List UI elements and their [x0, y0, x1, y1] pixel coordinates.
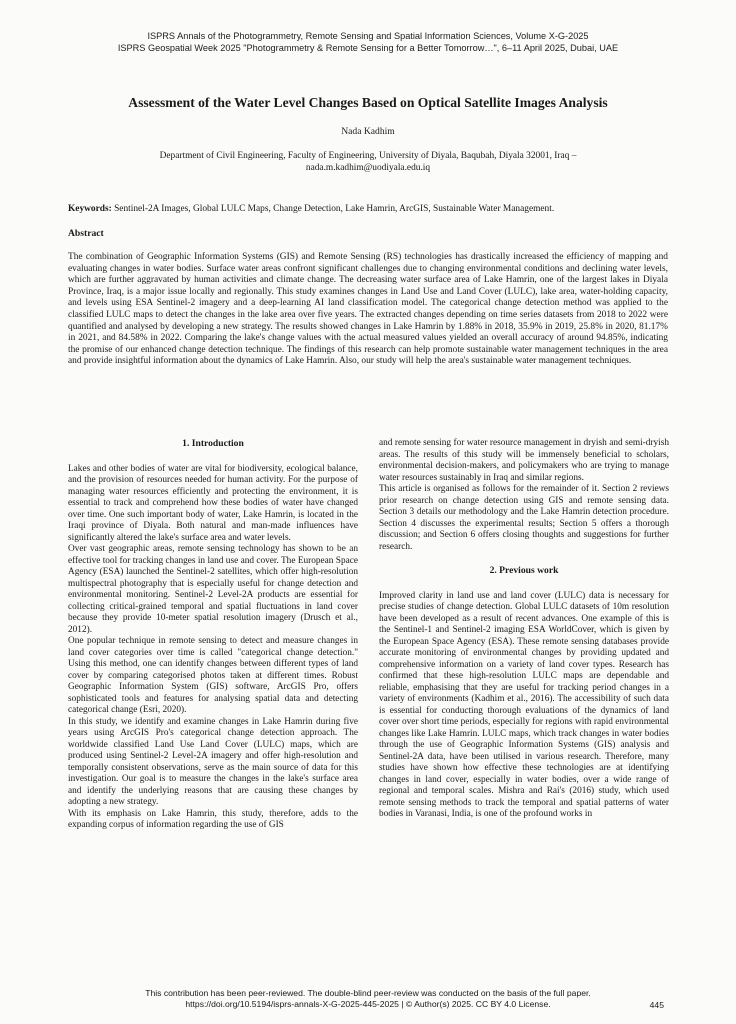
right-column — [379, 438, 669, 821]
paragraph: This article is organised as follows for the remainder of it. Section 2 reviews prior research on change detection using GIS and remote sensing data. Section 3 details our methodology and the Lake Hamrin detection procedure. Section 4 discusses the experimental results; Section 5 offers a thorough discussion; and Section 6 offers closing thoughts and suggestions for further research. — [379, 484, 669, 552]
paragraph: One popular technique in remote sensing to detect and measure changes in land cover categories over time is called "categorical change detection." Using this method, one can identify changes between different types of land cover by comparing categorised photos taken at different times. Robust Geographic Information System (GIS) software, ArcGIS Pro, offers sophisticated tools and features for analysing spatial data and detecting categorical change (Esri, 2020). — [68, 636, 358, 715]
author-name: Nada Kadhim — [341, 126, 395, 137]
keywords-label: Keywords: — [68, 204, 112, 214]
paragraph: In this study, we identify and examine changes in Lake Hamrin during five years using ArcGIS Pro's categorical change detection approach. The worldwide classified Land Use Land Cover (LULC) maps, which are produced using Sentinel-2 Level-2A imagery and offer high-resolution and temporally consistent observations, serve as the main source of data for this investigation. Our goal is to measure the changes in the lake's surface area and identify the underlying reasons that are causing these changes by adopting a new strategy. — [68, 716, 358, 807]
paragraph: and remote sensing for water resource management in dryish and semi-dryish areas. The results of this study will be immensely beneficial to scholars, environmental decision-makers, and policymakers who are trying to manage water resources sustainably in Iraq and similar regions. — [379, 438, 669, 483]
section-heading-previous-work: 2. Previous work — [489, 565, 559, 576]
page-footer — [0, 988, 736, 1010]
paragraph: Over vast geographic areas, remote sensing technology has shown to be an effective tool for tracking changes in land use and cover. The European Space Agency (ESA) launched the Sentinel-2 satellites, which offer high-resolution multispectral photography that is especially useful for change detection and environmental monitoring. Sentinel-2 Level-2A products are essential for collecting critical-grained temporal and spatial fluctuations in land cover because they provide 10-meter spatial resolution imagery (Drusch et al., 2012). — [68, 544, 358, 635]
author-email: nada.m.kadhim@uodiyala.edu.iq — [305, 163, 431, 173]
affiliation-text: Department of Civil Engineering, Faculty of Engineering, University of Diyala, Baqubah, Diyala 32001, Iraq – — [159, 151, 577, 161]
running-header — [0, 30, 736, 54]
keywords-text: Sentinel-2A Images, Global LULC Maps, Change Detection, Lake Hamrin, ArcGIS, Sustainable Water Management. — [114, 204, 555, 214]
affiliation — [80, 150, 656, 174]
header-line-1: ISPRS Annals of the Photogrammetry, Remote Sensing and Spatial Information Sciences, Volume X-G-2025 — [147, 31, 589, 41]
paragraph: Lakes and other bodies of water are vital for biodiversity, ecological balance, and the provision of resources needed for human activity. For the purpose of managing water resources efficiently and protecting the environment, it is essential to track and comprehend how these bodies of water have changed over time. One such important body of water, Lake Hamrin, is located in the Iraqi province of Diyala. Both natural and man-made influences have significantly altered the lake's surface area and water levels. — [68, 463, 358, 543]
abstract-text: The combination of Geographic Information Systems (GIS) and Remote Sensing (RS) technologies has drastically increased the efficiency of mapping and evaluating changes in water bodies. Surface water areas confront significant challenges due to changing environmental conditions and declining water levels, which are further aggravated by human activities and climate change. The decreasing water surface area of Lake Hamrin, one of the largest lakes in Diyala Province, Iraq, is a major issue locally and regionally. This study examines changes in Land Use and Land Cover (LULC), lake area, water-holding capacity, and levels using ESA Sentinel-2 imagery and a deep-learning AI land classification model. The categorical change detection method was applied to the classified LULC maps to detect the changes in the lake area over five years. The extracted changes depending on time series datasets from 2018 to 2022 were quantified and analysed by developing a new strategy. The results showed changes in Lake Hamrin by 1.88% in 2018, 35.9% in 2019, 25.8% in 2020, 81.17% in 2021, and 84.58% in 2022. Comparing the lake's change values with the actual measured values yielded an overall accuracy of around 94.85%, indicating the promise of our enhanced change detection technique. The findings of this research can help promote sustainable water management techniques in the area and provide insightful information about the dynamics of Lake Hamrin. Also, our study will help the area's sustainable water management techniques. — [68, 252, 668, 367]
paragraph: Improved clarity in land use and land cover (LULC) data is necessary for precise studies of change detection. Global LULC datasets of 10m resolution have been developed as a result of recent advances. One example of this is the Sentinel-1 and Sentinel-2 imaging ESA WorldCover, which is given by the European Space Agency (ESA). These remote sensing databases provide accurate monitoring of environmental changes by providing updated and comprehensive information on a variety of land cover types. Research has confirmed that these high-resolution LULC maps are dependable and reliable, emphasising that they are useful for tracking period changes in a variety of environments (Kadhim et al., 2016). The accessibility of such data is essential for conducting thorough evaluations of the dynamics of land cover over short time periods, especially for regions with rapid environmental changes like Lake Hamrin. LULC maps, which track changes in water bodies through the use of Geographic Information Systems (GIS) analysis and Sentinel-2A data, have been utilised in various research. Therefore, many studies have shown how effective these technologies are at identifying changes in land cover, especially in water bodies, over a wide range of regional and temporal scales. Mishra and Rai's (2016) study, which used remote sensing methods to track the temporal and spatial patterns of water bodies in Varanasi, India, is one of the profound works in — [379, 590, 669, 819]
keywords — [68, 204, 668, 214]
paper-title: Assessment of the Water Level Changes Based on Optical Satellite Images Analysis — [128, 95, 608, 110]
page-number: 445 — [649, 1000, 664, 1010]
left-column — [68, 438, 358, 832]
section-heading-introduction: 1. Introduction — [182, 438, 244, 449]
footer-line-1: This contribution has been peer-reviewed. The double-blind peer-review was conducted on the basis of the full paper. — [145, 988, 591, 998]
footer-doi-line: https://doi.org/10.5194/isprs-annals-X-G-2025-445-2025 | © Author(s) 2025. CC BY 4.0 License. — [185, 999, 551, 1009]
abstract-heading: Abstract — [68, 228, 104, 239]
paragraph: With its emphasis on Lake Hamrin, this study, therefore, adds to the expanding corpus of information regarding the use of GIS — [68, 808, 358, 830]
header-line-2: ISPRS Geospatial Week 2025 "Photogrammetry & Remote Sensing for a Better Tomorrow…", 6–11 April 2025, Dubai, UAE — [117, 43, 619, 53]
